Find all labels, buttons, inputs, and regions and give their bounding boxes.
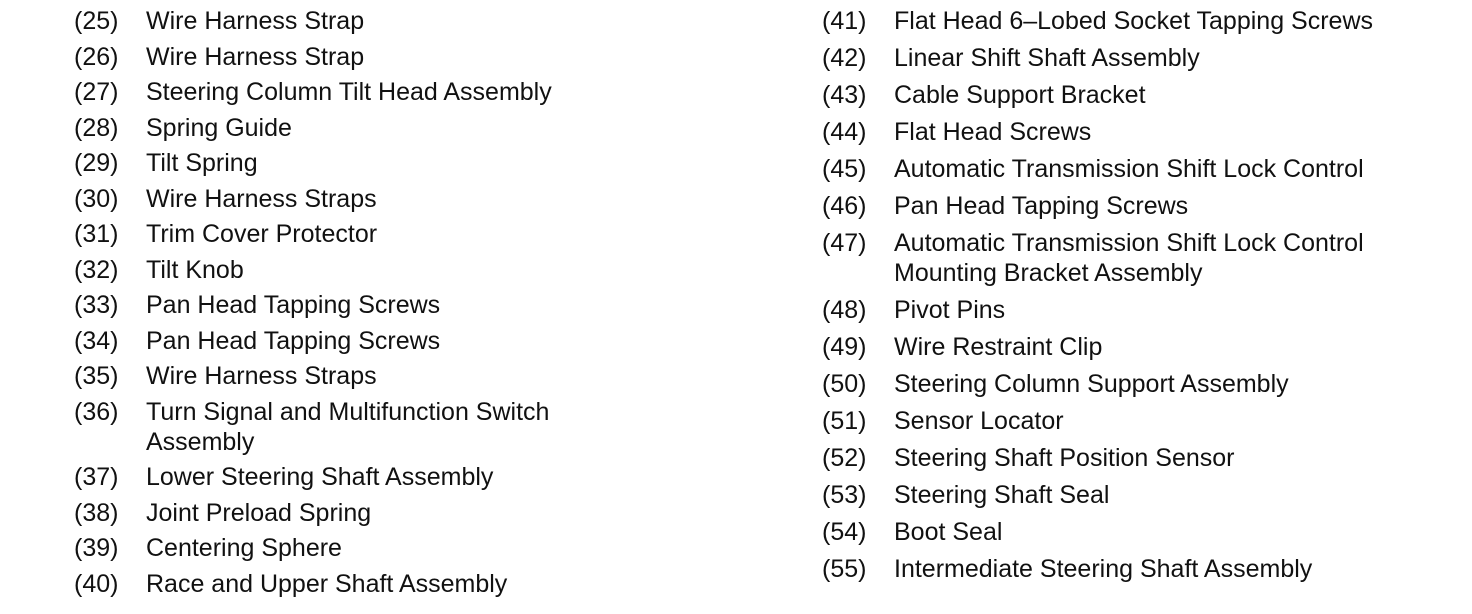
item-label: Sensor Locator bbox=[894, 407, 1064, 435]
item-label: Cable Support Bracket bbox=[894, 81, 1146, 109]
item-label: Automatic Transmission Shift Lock Control bbox=[894, 155, 1364, 183]
legend-item bbox=[822, 43, 1462, 73]
legend-item bbox=[74, 219, 734, 249]
item-number: (25) bbox=[74, 7, 119, 35]
item-number: (33) bbox=[74, 291, 119, 319]
legend-item bbox=[74, 148, 734, 178]
legend-item bbox=[822, 443, 1462, 473]
item-number: (42) bbox=[822, 44, 867, 72]
item-number: (52) bbox=[822, 444, 867, 472]
legend-item bbox=[74, 6, 734, 36]
item-number: (32) bbox=[74, 255, 119, 284]
item-label: Wire Harness Strap bbox=[146, 42, 365, 71]
item-number: (46) bbox=[822, 192, 867, 220]
legend-item bbox=[822, 517, 1462, 547]
item-label: Centering Sphere bbox=[146, 534, 342, 562]
item-number: (44) bbox=[822, 118, 867, 146]
item-number: (31) bbox=[74, 220, 119, 248]
item-label: Lower Steering Shaft Assembly bbox=[146, 463, 494, 491]
item-number: (38) bbox=[74, 498, 119, 527]
item-label: Race and Upper Shaft Assembly bbox=[146, 569, 508, 598]
legend-item bbox=[74, 184, 734, 214]
item-label: Automatic Transmission Shift Lock Control Mounting Bracket Assembly bbox=[894, 229, 1364, 287]
item-label: Linear Shift Shaft Assembly bbox=[894, 44, 1200, 72]
legend-left-column bbox=[74, 6, 734, 604]
item-label: Pan Head Tapping Screws bbox=[146, 291, 441, 319]
item-number: (34) bbox=[74, 326, 119, 355]
item-label: Spring Guide bbox=[146, 113, 292, 142]
legend-item bbox=[74, 290, 734, 320]
item-number: (47) bbox=[822, 229, 867, 257]
legend-item bbox=[822, 332, 1462, 362]
item-label: Tilt Spring bbox=[146, 149, 258, 177]
item-label: Flat Head Screws bbox=[894, 118, 1092, 146]
item-label: Boot Seal bbox=[894, 518, 1003, 546]
item-label: Wire Harness Straps bbox=[146, 362, 377, 390]
legend-right-column bbox=[822, 6, 1462, 591]
item-label: Intermediate Steering Shaft Assembly bbox=[894, 555, 1313, 583]
item-label: Trim Cover Protector bbox=[146, 220, 378, 248]
legend-item bbox=[822, 6, 1462, 36]
legend-item bbox=[822, 117, 1462, 147]
legend-item bbox=[822, 191, 1462, 221]
item-label: Joint Preload Spring bbox=[146, 498, 372, 527]
legend-item bbox=[822, 295, 1462, 325]
legend-item bbox=[822, 80, 1462, 110]
legend-item bbox=[74, 361, 734, 391]
item-number: (51) bbox=[822, 407, 867, 435]
item-label: Pivot Pins bbox=[894, 296, 1006, 324]
item-number: (40) bbox=[74, 569, 119, 598]
item-number: (43) bbox=[822, 81, 867, 109]
legend-item bbox=[74, 498, 734, 528]
item-label: Flat Head 6–Lobed Socket Tapping Screws bbox=[894, 7, 1374, 35]
legend-item bbox=[74, 113, 734, 143]
item-label: Wire Harness Strap bbox=[146, 7, 365, 35]
item-number: (49) bbox=[822, 333, 867, 361]
item-number: (39) bbox=[74, 534, 119, 562]
legend-item bbox=[822, 369, 1462, 399]
item-label: Wire Restraint Clip bbox=[894, 333, 1103, 361]
item-number: (55) bbox=[822, 555, 867, 583]
item-number: (30) bbox=[74, 184, 119, 213]
legend-item bbox=[74, 255, 734, 285]
item-number: (36) bbox=[74, 397, 119, 426]
legend-item bbox=[822, 154, 1462, 184]
item-number: (48) bbox=[822, 296, 867, 324]
item-number: (37) bbox=[74, 463, 119, 491]
legend-item bbox=[74, 326, 734, 356]
item-number: (53) bbox=[822, 481, 867, 509]
item-label: Pan Head Tapping Screws bbox=[146, 326, 441, 355]
item-number: (50) bbox=[822, 370, 867, 398]
item-number: (26) bbox=[74, 42, 119, 71]
item-number: (54) bbox=[822, 518, 867, 546]
legend-item bbox=[822, 228, 1462, 288]
item-number: (29) bbox=[74, 149, 119, 177]
legend-item bbox=[74, 77, 734, 107]
item-label: Steering Column Support Assembly bbox=[894, 370, 1289, 398]
item-label: Wire Harness Straps bbox=[146, 184, 377, 213]
item-label: Tilt Knob bbox=[146, 255, 244, 284]
item-number: (27) bbox=[74, 78, 119, 106]
item-label: Steering Shaft Position Sensor bbox=[894, 444, 1235, 472]
legend-item bbox=[822, 406, 1462, 436]
legend-item bbox=[822, 554, 1462, 584]
item-number: (45) bbox=[822, 155, 867, 183]
legend-item bbox=[74, 42, 734, 72]
item-label: Steering Shaft Seal bbox=[894, 481, 1110, 509]
legend-item bbox=[74, 397, 734, 457]
item-number: (35) bbox=[74, 362, 119, 390]
legend-item bbox=[74, 569, 734, 599]
item-label: Turn Signal and Multifunction Switch Assembly bbox=[146, 397, 550, 456]
legend-item bbox=[74, 462, 734, 492]
item-label: Pan Head Tapping Screws bbox=[894, 192, 1189, 220]
legend-item bbox=[822, 480, 1462, 510]
item-number: (41) bbox=[822, 7, 867, 35]
item-label: Steering Column Tilt Head Assembly bbox=[146, 78, 552, 106]
item-number: (28) bbox=[74, 113, 119, 142]
legend-item bbox=[74, 533, 734, 563]
